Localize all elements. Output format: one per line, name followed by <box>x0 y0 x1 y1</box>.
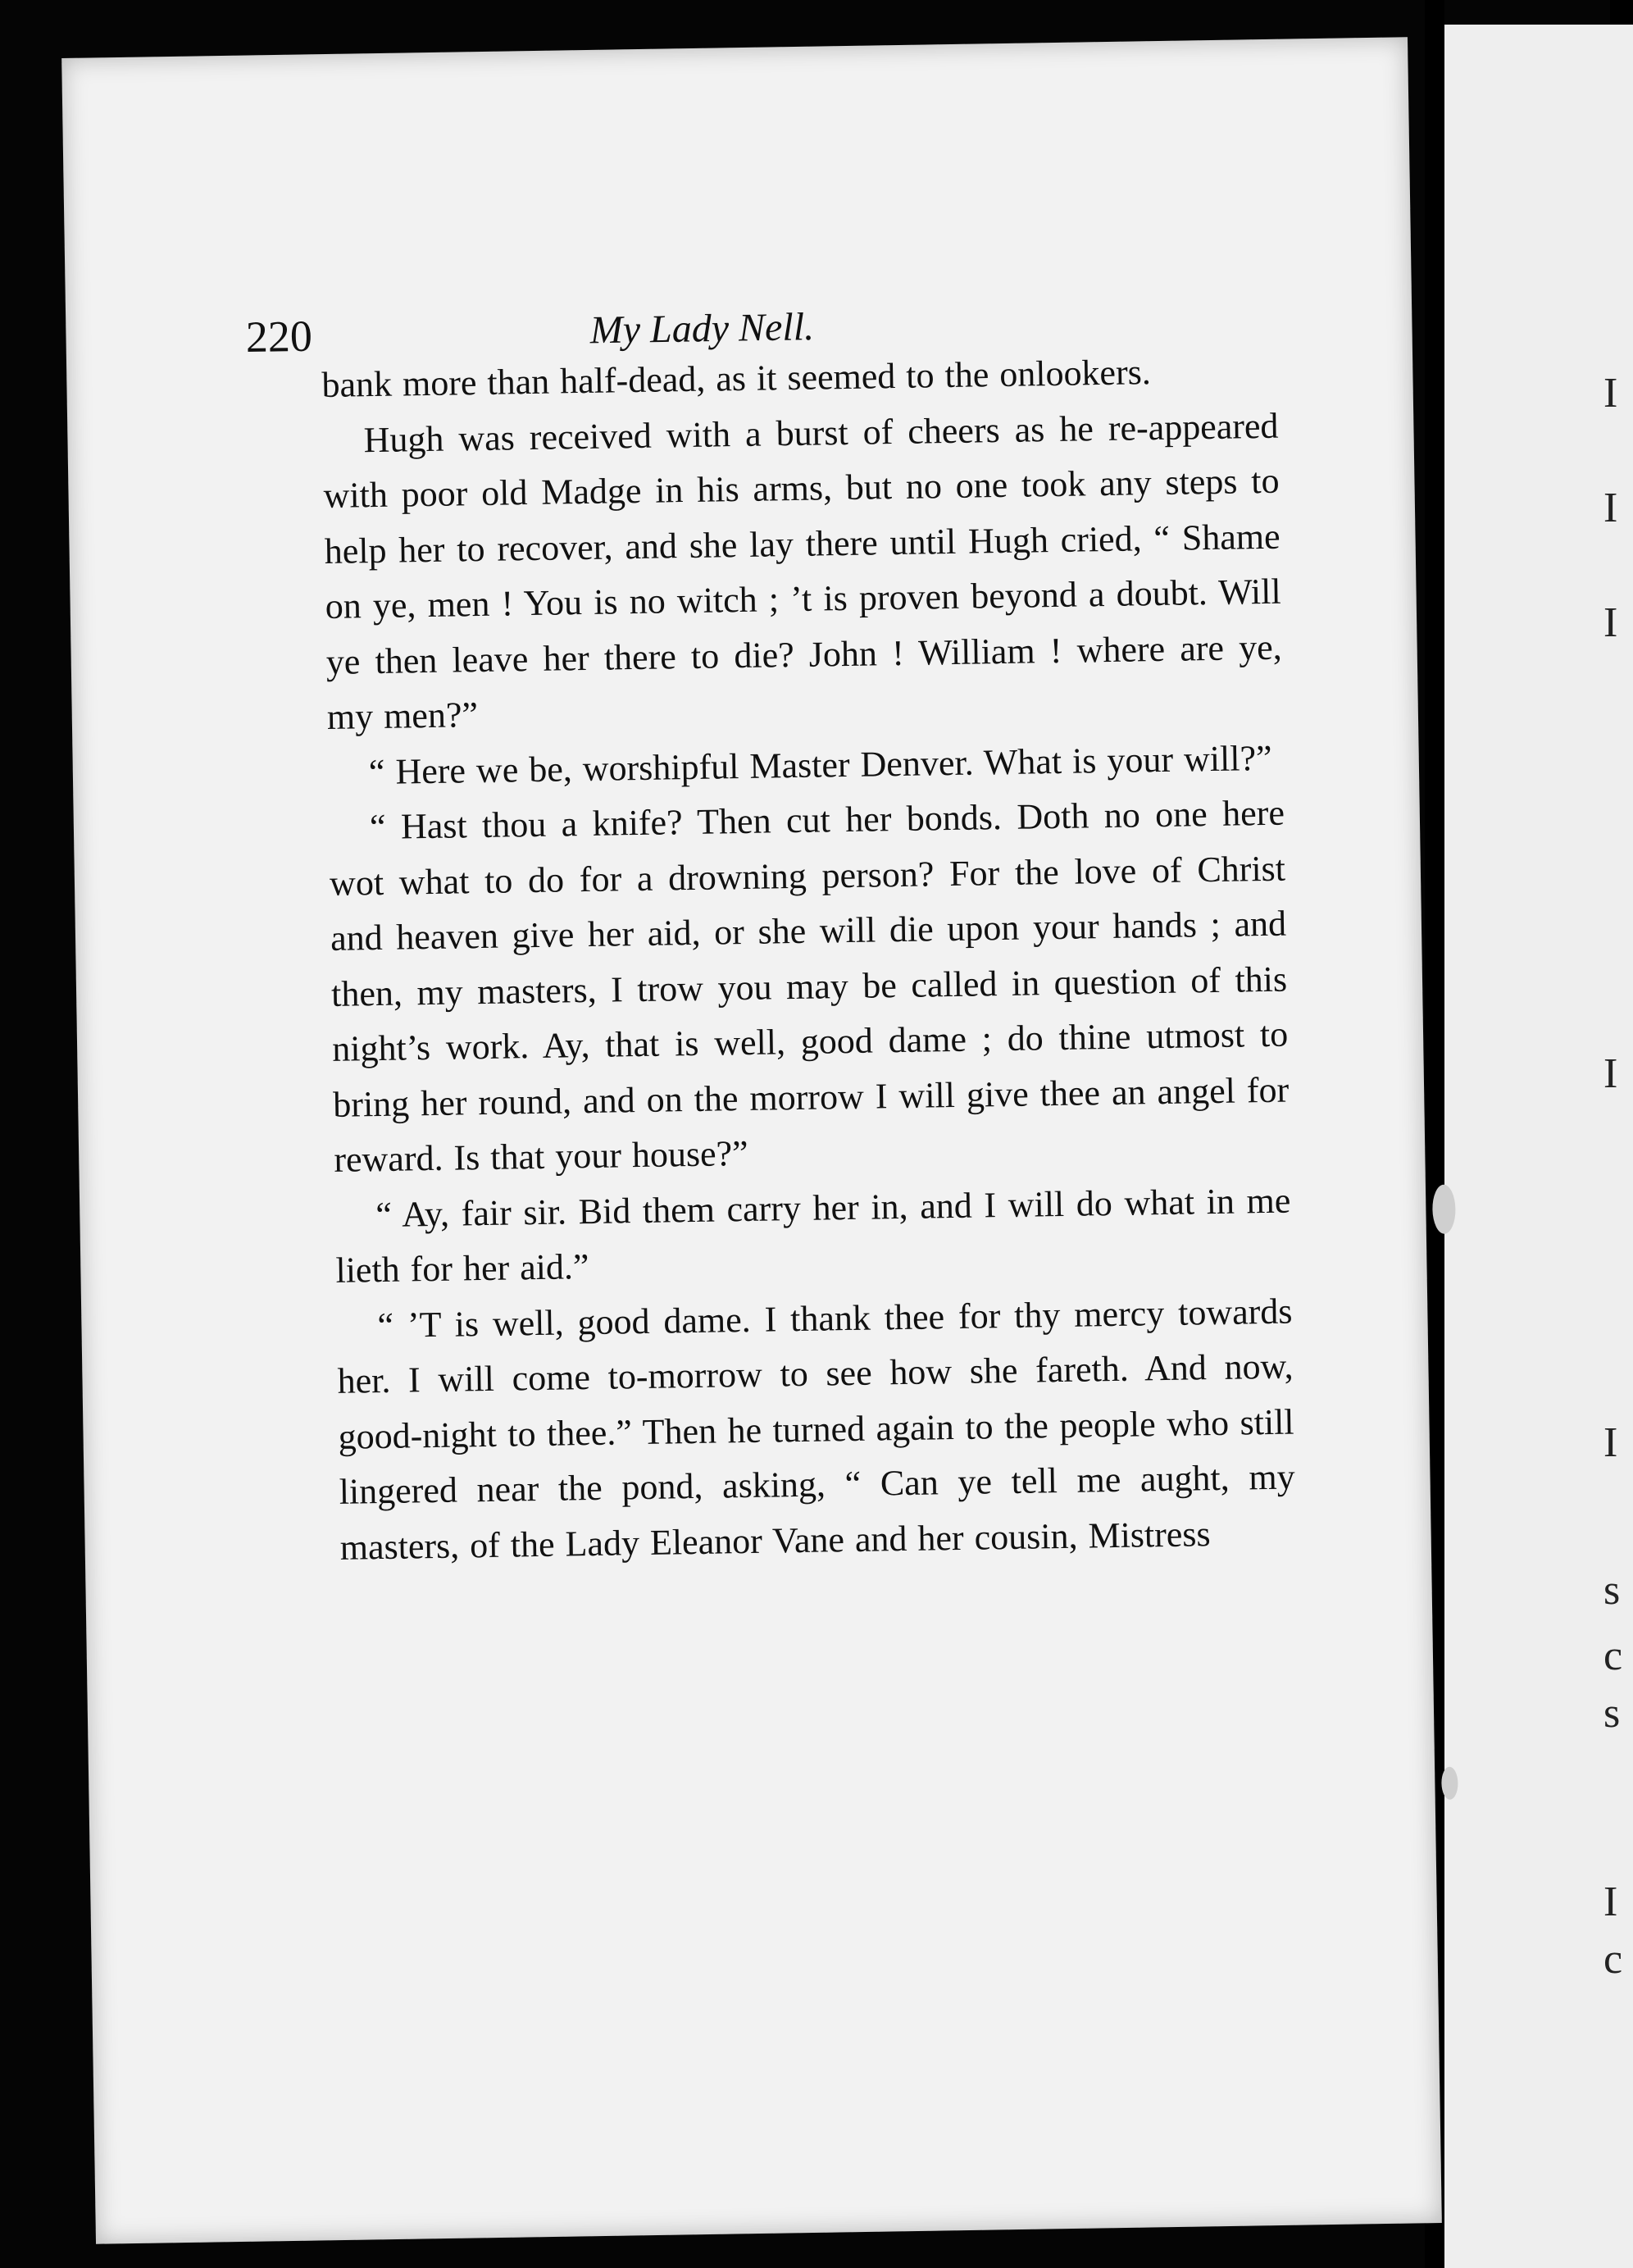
facing-page-letter: I <box>1603 1050 1618 1097</box>
facing-page-letter: s <box>1603 1567 1621 1614</box>
facing-page-letter: I <box>1603 1419 1618 1466</box>
facing-page-edge <box>1444 25 1633 2268</box>
facing-page-letter: s <box>1603 1690 1621 1737</box>
paper-speck <box>1432 1185 1456 1234</box>
paper-speck <box>1441 1767 1458 1800</box>
page-number: 220 <box>245 311 313 362</box>
facing-page-letter: I <box>1603 1879 1618 1925</box>
facing-page-letter: c <box>1603 1936 1623 1983</box>
paragraph: “ Here we be, worshipful Master Denver. What is your will?” <box>368 737 1272 792</box>
facing-page-letter: c <box>1603 1633 1623 1679</box>
paragraph: “ ’T is well, good dame. I thank thee for thy mercy towards her. I will come to-morrow to see how she fareth. And now, good-night to thee.” Then he turned again to the people who still lingered near the pond, asking, “ Can ye tell me aught, my masters, of the Lady Eleanor Vane and her cousin, Mistress <box>337 1291 1295 1568</box>
facing-page-letter: I <box>1603 599 1618 646</box>
paragraph: bank more than half-dead, as it seemed to the onlookers. <box>321 352 1152 405</box>
paragraph: Hugh was received with a burst of cheers as he re-appeared with poor old Madge in his arms, but no one took any steps to help her to recover, and she lay there until Hugh cried, “ Shame on ye, men ! You is no witch ; ’t is proven beyond a doubt. Will ye then leave her there to die? John ! William ! where are ye, my men?” <box>323 405 1283 737</box>
body-text <box>321 343 1296 1575</box>
facing-page-letter: I <box>1603 485 1618 531</box>
facing-page-letter: I <box>1603 370 1618 417</box>
paragraph: “ Ay, fair sir. Bid them carry her in, and I will do what in me lieth for her aid.” <box>335 1180 1291 1291</box>
paragraph: “ Hast thou a knife? Then cut her bonds. Doth no one here wot what to do for a drowning person? For the love of Christ and heaven give her aid, or she will die upon your hands ; and then, my masters, I trow you may be called in question of this night’s work. Ay, that is well, good dame ; do thine utmost to bring her round, and on the morrow I will give thee an angel for reward. Is that your house?” <box>329 792 1290 1180</box>
running-title: My Lady Nell. <box>589 305 815 353</box>
